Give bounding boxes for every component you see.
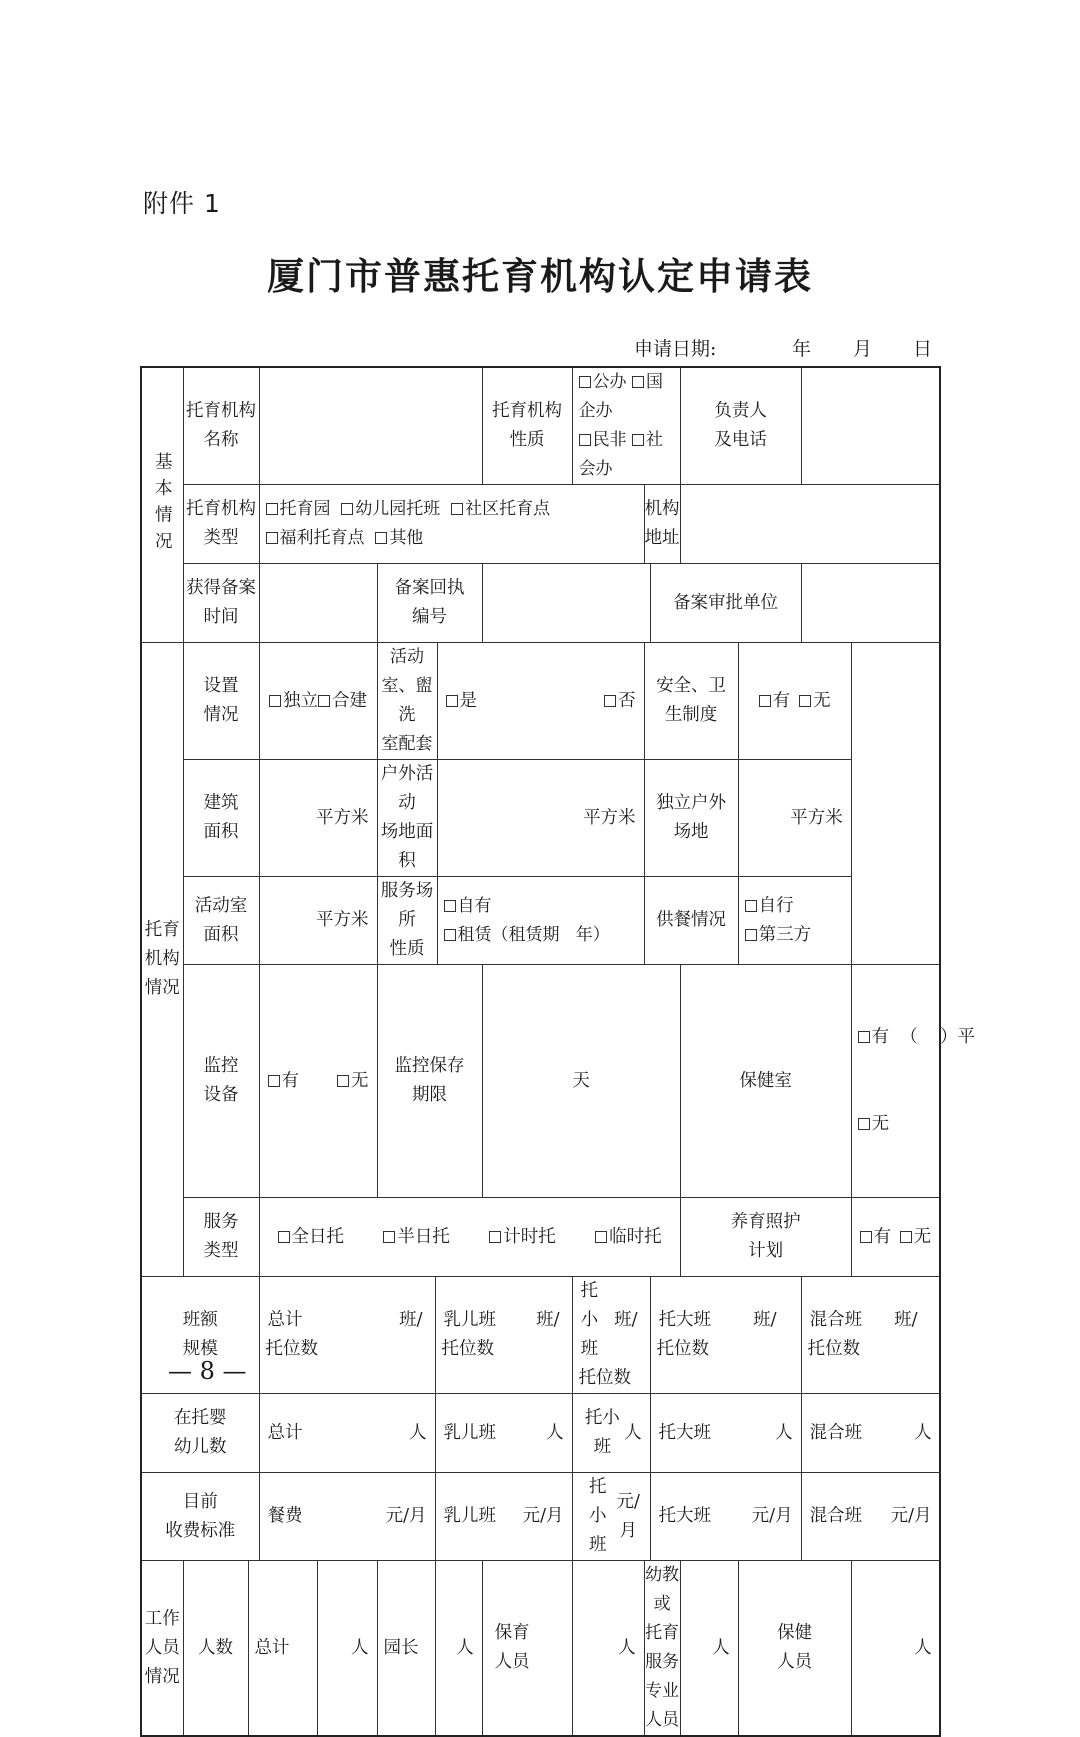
name-field[interactable] bbox=[259, 367, 482, 485]
name-label: 托育机构 名称 bbox=[183, 367, 259, 485]
type-label: 托育机构 类型 bbox=[183, 485, 259, 564]
care-plan-options: 有 无 bbox=[851, 1198, 940, 1277]
receipt-label: 备案回执 编号 bbox=[377, 564, 482, 643]
checkbox[interactable] bbox=[268, 1075, 280, 1087]
monitor-options: 有 无 bbox=[259, 965, 377, 1198]
class-infant[interactable]: 乳儿班 班/ 托位数 bbox=[435, 1277, 572, 1394]
receipt-field[interactable] bbox=[482, 564, 650, 643]
activity-area-field[interactable]: 平方米 bbox=[259, 877, 377, 965]
checkbox[interactable] bbox=[266, 532, 278, 544]
date-day: 日 bbox=[913, 338, 933, 360]
enrolled-toddler-big[interactable]: 托大班 人 bbox=[650, 1394, 801, 1473]
checkbox[interactable] bbox=[383, 1231, 395, 1243]
checkbox[interactable] bbox=[444, 929, 456, 941]
care-plan-label: 养育照护 计划 bbox=[680, 1198, 851, 1277]
checkbox[interactable] bbox=[745, 900, 757, 912]
outdoor-area-field[interactable]: 平方米 bbox=[437, 760, 644, 877]
fee-meal[interactable]: 餐费 元/月 bbox=[259, 1473, 435, 1561]
checkbox[interactable] bbox=[604, 695, 616, 707]
staff-label: 工作 人员 情况 bbox=[141, 1561, 183, 1737]
checkbox[interactable] bbox=[900, 1231, 912, 1243]
checkbox[interactable] bbox=[444, 900, 456, 912]
checkbox[interactable] bbox=[745, 929, 757, 941]
setup-options: 独立 合建 bbox=[259, 643, 377, 760]
venue-options: 自有 租赁（租赁期 年） bbox=[437, 877, 644, 965]
staff-care-label: 保育 人员 bbox=[482, 1561, 572, 1737]
enrolled-mixed[interactable]: 混合班 人 bbox=[801, 1394, 940, 1473]
class-toddler-small[interactable]: 托小班 班/ 托位数 bbox=[572, 1277, 650, 1394]
checkbox[interactable] bbox=[341, 503, 353, 515]
staff-director-label: 园长 bbox=[377, 1561, 435, 1737]
checkbox[interactable] bbox=[269, 695, 281, 707]
meal-label: 供餐情况 bbox=[644, 877, 738, 965]
staff-health-field[interactable]: 人 bbox=[851, 1561, 940, 1737]
staff-care-field[interactable]: 人 bbox=[572, 1561, 644, 1737]
enrolled-label: 在托婴 幼儿数 bbox=[141, 1394, 259, 1473]
page-number: — 8 — bbox=[168, 1357, 247, 1385]
nature-label: 托育机构 性质 bbox=[482, 367, 572, 485]
address-label: 机构 地址 bbox=[644, 485, 680, 564]
building-area-label: 建筑 面积 bbox=[183, 760, 259, 877]
checkbox[interactable] bbox=[858, 1118, 870, 1130]
leader-label: 负责人 及电话 bbox=[680, 367, 801, 485]
checkbox[interactable] bbox=[632, 376, 644, 388]
service-label: 服务 类型 bbox=[183, 1198, 259, 1277]
fee-mixed[interactable]: 混合班 元/月 bbox=[801, 1473, 940, 1561]
staff-total-label: 总计 bbox=[248, 1561, 317, 1737]
service-options: 全日托 半日托 计时托 临时托 bbox=[259, 1198, 680, 1277]
fee-infant[interactable]: 乳儿班 元/月 bbox=[435, 1473, 572, 1561]
checkbox[interactable] bbox=[337, 1075, 349, 1087]
checkbox[interactable] bbox=[266, 503, 278, 515]
staff-director-field[interactable]: 人 bbox=[435, 1561, 482, 1737]
enrolled-infant[interactable]: 乳儿班 人 bbox=[435, 1394, 572, 1473]
facility-section-label: 托育 机构 情况 bbox=[141, 643, 183, 1277]
class-size-label: 班额 规模 bbox=[141, 1277, 259, 1394]
approval-field[interactable] bbox=[801, 564, 940, 643]
application-date bbox=[0, 334, 1080, 362]
staff-edu-label: 幼教或 托育服务 专业人员 bbox=[644, 1561, 680, 1737]
room-label: 活动室、盥洗 室配套 bbox=[377, 643, 437, 760]
form-title: 厦门市普惠托育机构认定申请表 bbox=[267, 254, 813, 298]
address-field[interactable] bbox=[680, 485, 940, 564]
class-total[interactable]: 总计 班/ 托位数 bbox=[259, 1277, 435, 1394]
nature-options: 公办 国企办 民非 社会办 bbox=[572, 367, 680, 485]
monitor-label: 监控 设备 bbox=[183, 965, 259, 1198]
checkbox[interactable] bbox=[278, 1231, 290, 1243]
checkbox[interactable] bbox=[579, 376, 591, 388]
venue-label: 服务场所 性质 bbox=[377, 877, 437, 965]
date-month: 月 bbox=[853, 338, 873, 360]
safety-options: 有 无 bbox=[738, 643, 851, 760]
checkbox[interactable] bbox=[858, 1031, 870, 1043]
safety-label: 安全、卫 生制度 bbox=[644, 643, 738, 760]
application-form-table bbox=[140, 366, 975, 1737]
fees-label: 目前 收费标准 bbox=[141, 1473, 259, 1561]
basic-section-label: 基本情况 bbox=[141, 367, 183, 643]
leader-field[interactable] bbox=[801, 367, 940, 485]
checkbox[interactable] bbox=[446, 695, 458, 707]
date-year: 年 bbox=[792, 338, 812, 360]
staff-health-label: 保健 人员 bbox=[738, 1561, 851, 1737]
enrolled-total[interactable]: 总计 人 bbox=[259, 1394, 435, 1473]
record-time-label: 获得备案 时间 bbox=[183, 564, 259, 643]
indep-outdoor-field[interactable]: 平方米 bbox=[738, 760, 851, 877]
checkbox[interactable] bbox=[451, 503, 463, 515]
meal-options: 自行 第三方 bbox=[738, 877, 851, 965]
building-area-field[interactable]: 平方米 bbox=[259, 760, 377, 877]
retention-label: 监控保存 期限 bbox=[377, 965, 482, 1198]
staff-count-label: 人数 bbox=[183, 1561, 248, 1737]
retention-field[interactable]: 天 bbox=[482, 965, 680, 1198]
room-options: 是 否 bbox=[437, 643, 644, 760]
checkbox[interactable] bbox=[632, 434, 644, 446]
fee-toddler-small[interactable]: 托小班 元/月 bbox=[572, 1473, 650, 1561]
clinic-options: 有 （ ）平 无 bbox=[851, 965, 940, 1198]
class-toddler-big[interactable]: 托大班 班/ 托位数 bbox=[650, 1277, 801, 1394]
indep-outdoor-label: 独立户外 场地 bbox=[644, 760, 738, 877]
checkbox[interactable] bbox=[579, 434, 591, 446]
checkbox[interactable] bbox=[489, 1231, 501, 1243]
setup-label: 设置 情况 bbox=[183, 643, 259, 760]
date-label: 申请日期: bbox=[634, 338, 717, 360]
checkbox[interactable] bbox=[860, 1231, 872, 1243]
checkbox[interactable] bbox=[759, 695, 771, 707]
checkbox[interactable] bbox=[595, 1231, 607, 1243]
enrolled-toddler-small[interactable]: 托小班 人 bbox=[572, 1394, 650, 1473]
type-options: 托育园 幼儿园托班 社区托育点 福利托育点 其他 bbox=[259, 485, 644, 564]
class-mixed[interactable]: 混合班 班/ 托位数 bbox=[801, 1277, 940, 1394]
clinic-label: 保健室 bbox=[680, 965, 851, 1198]
record-time-field[interactable] bbox=[259, 564, 377, 643]
attachment-label: 附件 1 bbox=[143, 189, 221, 218]
outdoor-area-label: 户外活动 场地面积 bbox=[377, 760, 437, 877]
staff-edu-field[interactable]: 人 bbox=[680, 1561, 738, 1737]
staff-total-field[interactable]: 人 bbox=[317, 1561, 377, 1737]
checkbox[interactable] bbox=[375, 532, 387, 544]
approval-label: 备案审批单位 bbox=[650, 564, 801, 643]
fee-toddler-big[interactable]: 托大班 元/月 bbox=[650, 1473, 801, 1561]
checkbox[interactable] bbox=[318, 695, 330, 707]
checkbox[interactable] bbox=[799, 695, 811, 707]
activity-area-label: 活动室 面积 bbox=[183, 877, 259, 965]
